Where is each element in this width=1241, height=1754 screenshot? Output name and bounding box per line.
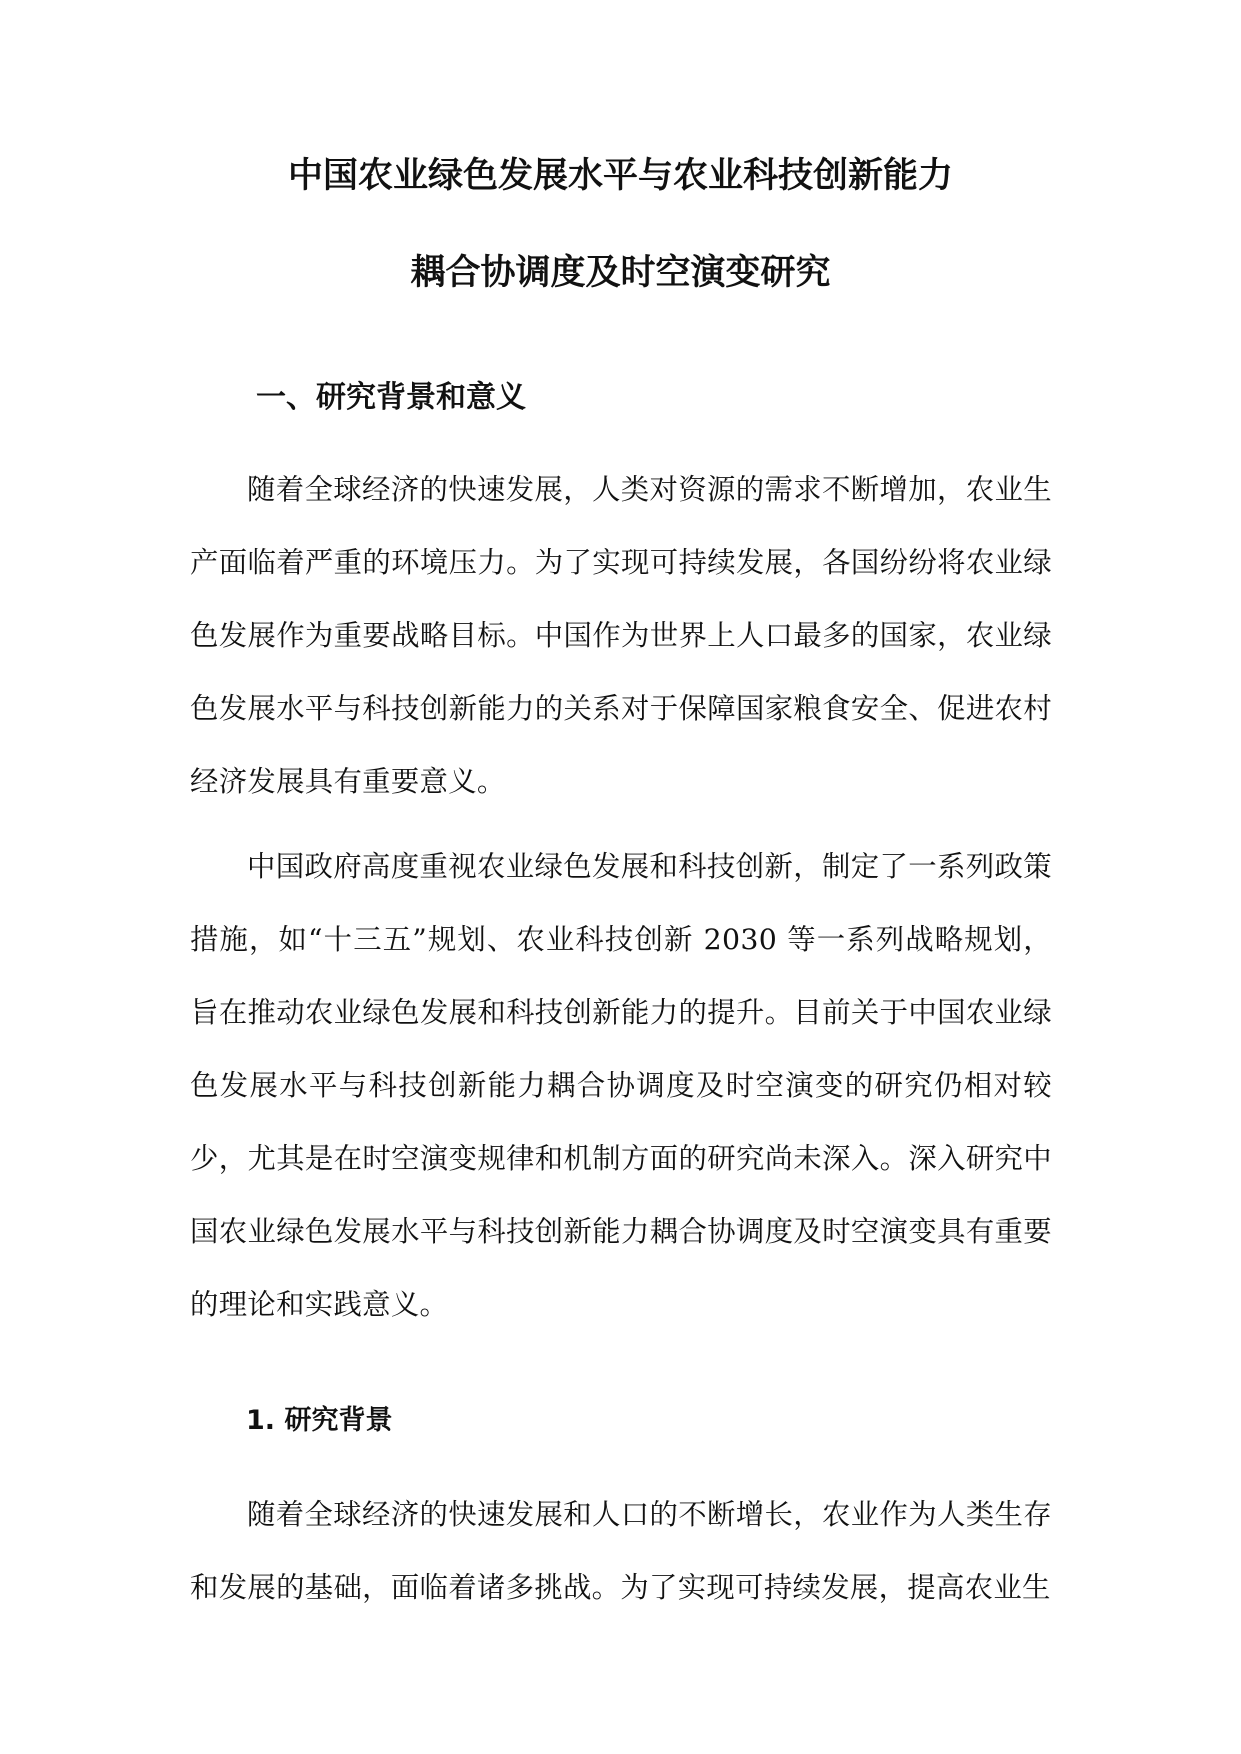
body-paragraph: 随着全球经济的快速发展和人口的不断增长，农业作为人类生存和发展的基础，面临着诸多挑战。为了实现可持续发展，提高农业生: [190, 1498, 1052, 1604]
document-title-line-1: 中国农业绿色发展水平与农业科技创新能力: [287, 156, 953, 196]
section-heading: 一、研究背景和意义: [256, 380, 526, 415]
subsection-heading: 1. 研究背景: [246, 1405, 393, 1436]
body-paragraph: 中国政府高度重视农业绿色发展和科技创新，制定了一系列政策措施，如“十三五”规划、农业科技创新 2030 等一系列战略规划，旨在推动农业绿色发展和科技创新能力的提升。目前关于中国农业绿色发展水平与科技创新能力耦合协调度及时空演变的研究仍相对较少，尤其是在时空演变规律和机制方面的研究尚未深入。深入研究中国农业绿色发展水平与科技创新能力耦合协调度及时空演变具有重要的理论和实践意义。: [190, 850, 1052, 1321]
document-title-line-2: 耦合协调度及时空演变研究: [410, 253, 831, 293]
body-paragraph: 随着全球经济的快速发展，人类对资源的需求不断增加，农业生产面临着严重的环境压力。为了实现可持续发展，各国纷纷将农业绿色发展作为重要战略目标。中国作为世界上人口最多的国家，农业绿色发展水平与科技创新能力的关系对于保障国家粮食安全、促进农村经济发展具有重要意义。: [190, 473, 1052, 798]
